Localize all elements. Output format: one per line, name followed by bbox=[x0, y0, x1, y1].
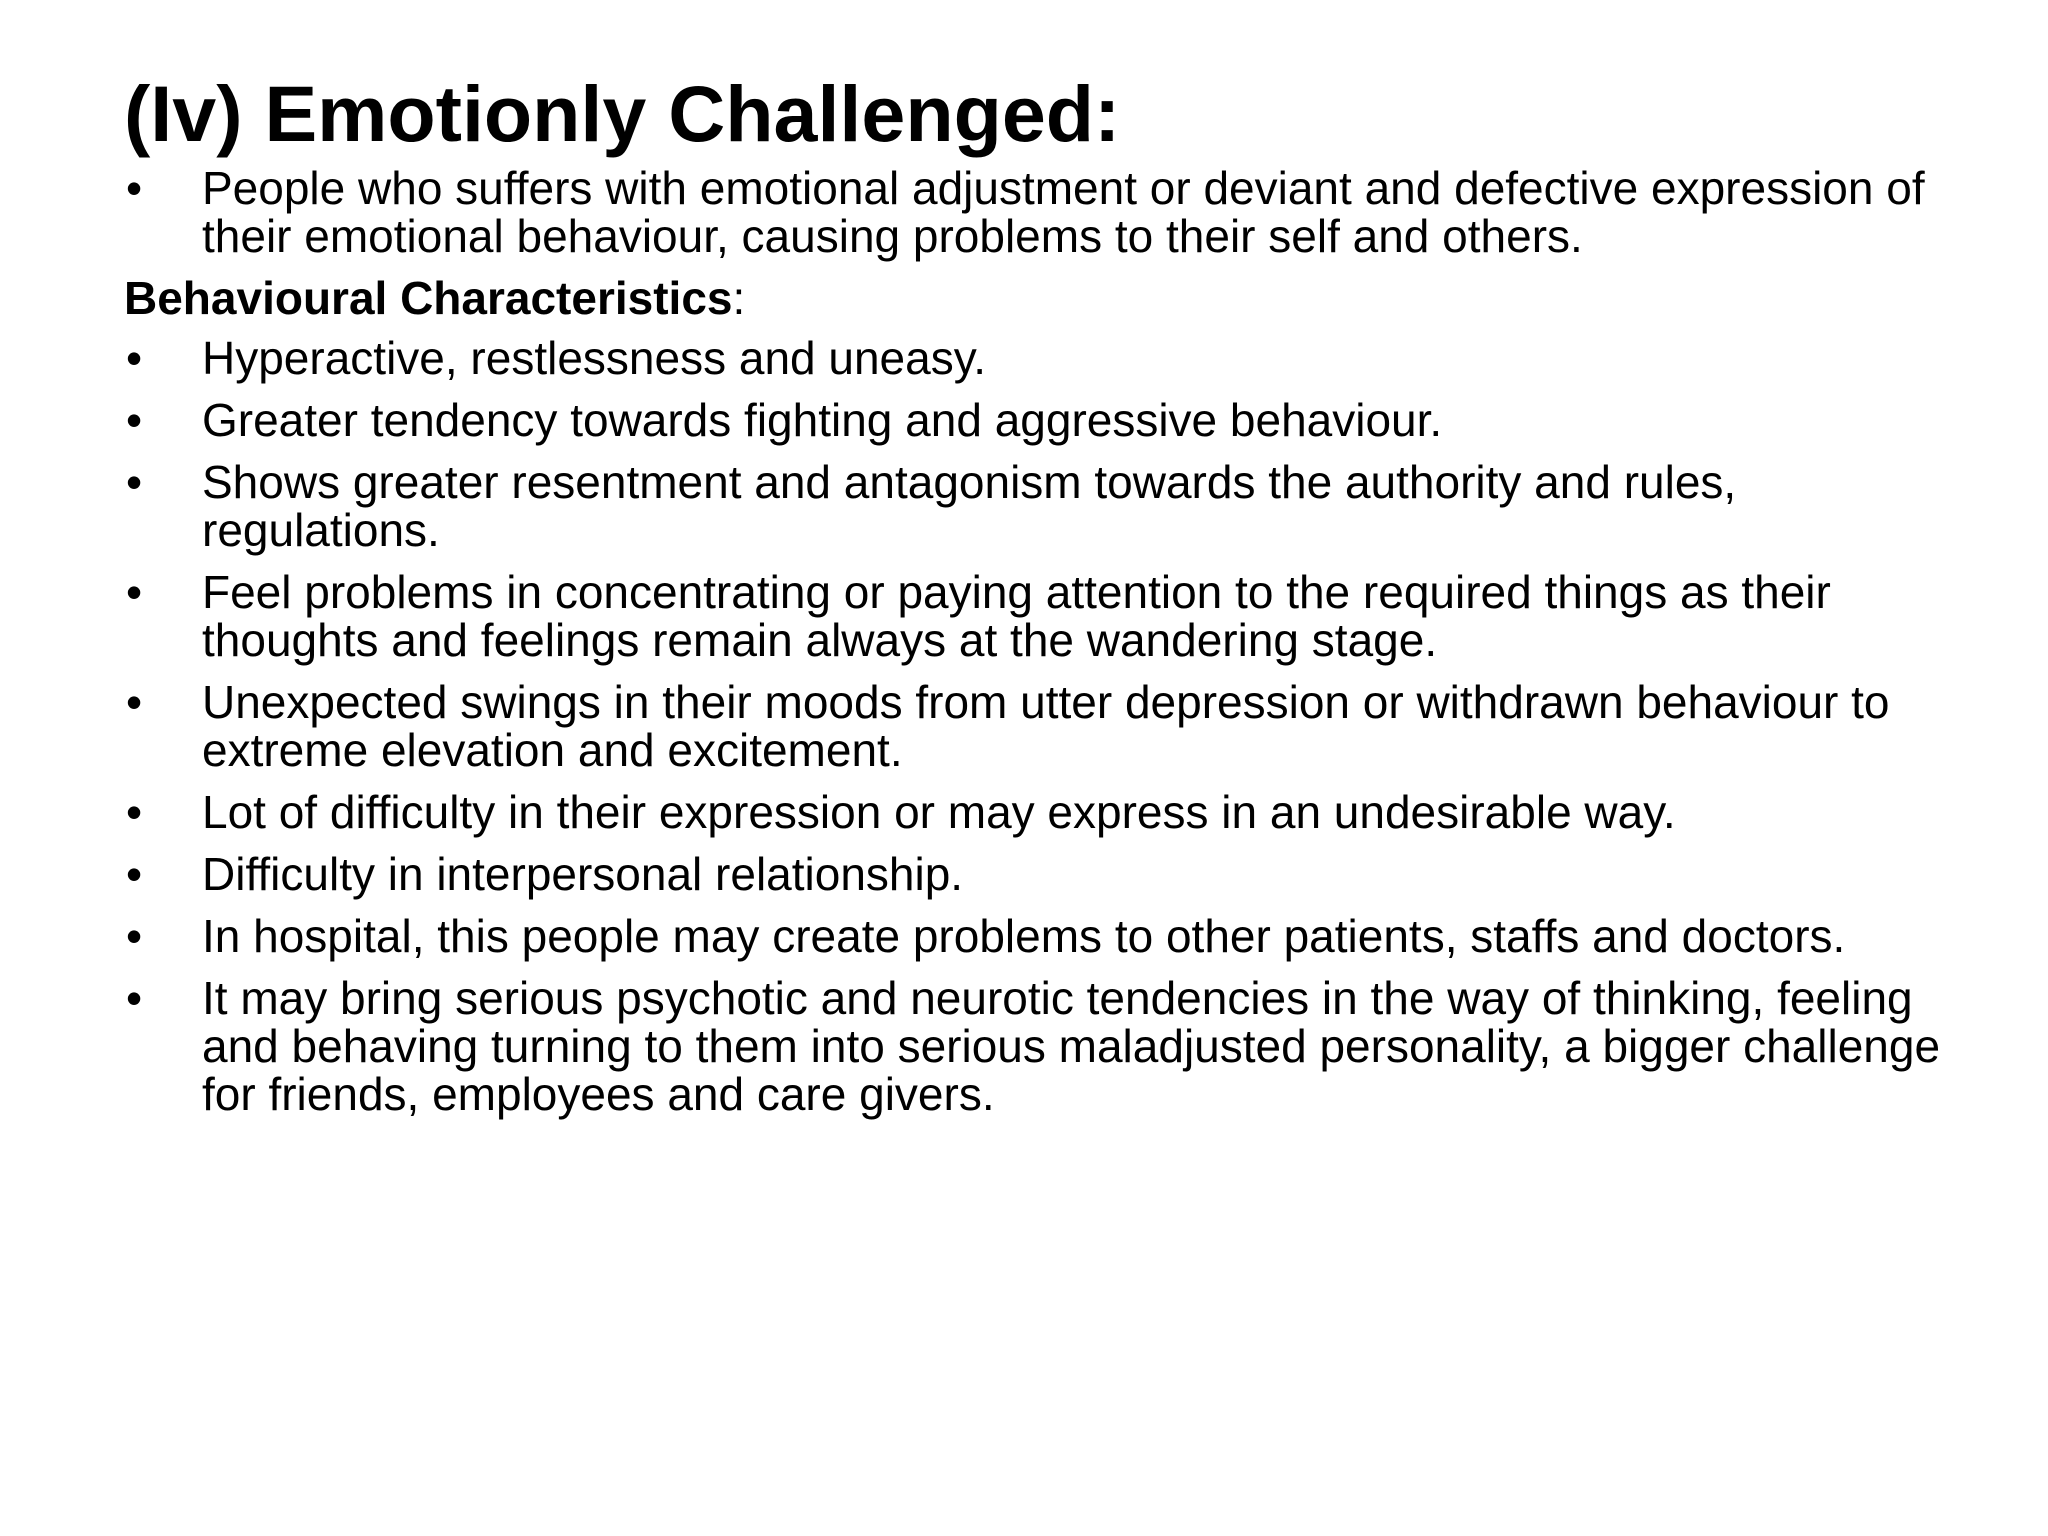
characteristic-bullet bbox=[124, 974, 1944, 1118]
slide-content bbox=[124, 164, 1944, 1132]
bullet-text: Greater tendency towards fighting and aggressive behaviour. bbox=[202, 394, 1443, 446]
characteristic-bullet bbox=[124, 568, 1944, 664]
bullet-dot: • bbox=[126, 676, 143, 728]
bullet-text: Lot of difficulty in their expression or may express in an undesirable way. bbox=[202, 786, 1676, 838]
bullet-text: People who suffers with emotional adjustment or deviant and defective expression of their emotional behaviour, causing problems to their self and others. bbox=[202, 162, 1925, 262]
section-subheading bbox=[124, 274, 1944, 322]
bullet-text: Difficulty in interpersonal relationship. bbox=[202, 848, 964, 900]
characteristic-bullet bbox=[124, 458, 1944, 554]
slide-title: (Iv) Emotionly Challenged: bbox=[124, 69, 1121, 158]
bullet-dot: • bbox=[126, 910, 143, 962]
subheading-colon: : bbox=[732, 272, 746, 324]
bullet-text: Hyperactive, restlessness and uneasy. bbox=[202, 332, 987, 384]
characteristic-bullet bbox=[124, 850, 1944, 898]
bullet-dot: • bbox=[126, 162, 143, 214]
bullet-dot: • bbox=[126, 394, 143, 446]
characteristic-bullet bbox=[124, 396, 1944, 444]
bullet-text: Feel problems in concentrating or paying attention to the required things as their thoughts and feelings remain always at the wandering stage. bbox=[202, 566, 1831, 666]
intro-bullet bbox=[124, 164, 1944, 260]
characteristic-bullet bbox=[124, 788, 1944, 836]
bullet-text: Unexpected swings in their moods from utter depression or withdrawn behaviour to extreme elevation and excitement. bbox=[202, 676, 1890, 776]
characteristic-bullet bbox=[124, 334, 1944, 382]
bullet-dot: • bbox=[126, 972, 143, 1024]
characteristic-bullet bbox=[124, 912, 1944, 960]
bullet-dot: • bbox=[126, 786, 143, 838]
bullet-dot: • bbox=[126, 332, 143, 384]
bullet-text: Shows greater resentment and antagonism towards the authority and rules, regulations. bbox=[202, 456, 1737, 556]
bullet-dot: • bbox=[126, 848, 143, 900]
bullet-dot: • bbox=[126, 566, 143, 618]
bullet-dot: • bbox=[126, 456, 143, 508]
characteristic-bullet bbox=[124, 678, 1944, 774]
subheading-text: Behavioural Characteristics bbox=[124, 272, 733, 324]
bullet-text: In hospital, this people may create problems to other patients, staffs and doctors. bbox=[202, 910, 1846, 962]
bullet-text: It may bring serious psychotic and neurotic tendencies in the way of thinking, feeling and behaving turning to them into serious maladjusted personality, a bigger challenge for friends, employees and care givers. bbox=[202, 972, 1941, 1120]
